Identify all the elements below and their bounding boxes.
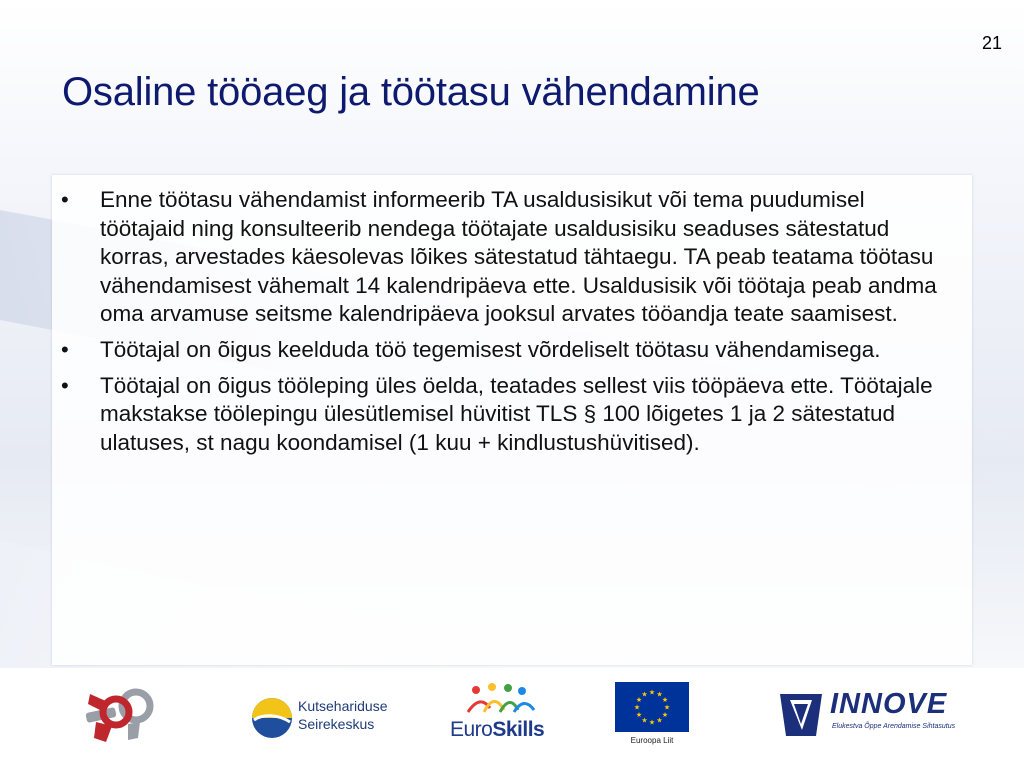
eu-star-icon: ★	[656, 691, 663, 699]
euroskills-prefix: Euro	[450, 718, 493, 741]
euroskills-suffix: Skills	[492, 718, 545, 741]
keyhole-logo-icon	[82, 682, 162, 746]
logo-strip	[0, 668, 1024, 768]
bullet-text: Enne töötasu vähendamist informeerib TA usaldusisikut või tema puudumisel töötajaid ning konsulteerib nendega töötajate usaldusisiku seaduses sätestatud korras, arvestades käesolevas lõikes sätestatud tähtaegu. TA peab teatama töötasu vähendamisest vähemalt 14 kalendripäeva ette. Usaldusisik või töötaja peab andma oma arvamuse seitsme kalendripäeva jooksul arvates tööandja teate saamisest.	[100, 187, 937, 327]
keyhole-logo	[82, 682, 162, 746]
bullet-item	[52, 186, 952, 329]
eu-star-icon: ★	[635, 712, 643, 719]
eu-star-icon: ★	[661, 697, 669, 704]
slide-title: Osaline tööaeg ja töötasu vähendamine	[62, 70, 760, 114]
eu-star-icon: ★	[661, 712, 669, 719]
seirekeskus-logo	[250, 694, 410, 740]
eu-caption: Euroopa Liit	[630, 736, 674, 745]
euroskills-logo	[448, 682, 552, 744]
eu-star-icon: ★	[641, 691, 648, 699]
bullet-icon: •	[61, 336, 69, 362]
eu-star-icon: ★	[656, 717, 663, 725]
bullet-icon: •	[61, 372, 69, 398]
eu-logo	[614, 682, 690, 754]
seirekeskus-line1: Kutsehariduse	[298, 698, 388, 714]
eu-star-icon: ★	[633, 704, 641, 712]
bullet-text: Töötajal on õigus keelduda töö tegemisest võrdeliselt töötasu vähendamisega.	[100, 336, 881, 362]
bullet-item	[52, 336, 952, 365]
eu-star-icon: ★	[648, 689, 656, 697]
page-number: 21	[981, 33, 1002, 53]
eu-flag-icon	[615, 682, 689, 732]
bullet-item	[52, 372, 952, 458]
bullet-icon: •	[61, 187, 69, 212]
eu-star-icon: ★	[635, 697, 643, 704]
seirekeskus-line2: Seirekeskus	[298, 716, 375, 732]
innove-shield-icon	[776, 690, 826, 740]
innove-logo	[776, 688, 976, 744]
innove-tagline: Elukestva Õppe Arendamise Sihtasutus	[832, 723, 956, 730]
bullet-list	[52, 186, 952, 464]
bullet-text: Töötajal on õigus tööleping üles öelda, teatades sellest viis tööpäeva ette. Töötajale makstakse töölepingu ülesütlemisel hüvitist TLS § 100 lõigetes 1 ja 2 sätestatud ulatuses, st nagu koondamisel (1 kuu + kindlustushüvitised).	[100, 372, 933, 455]
euroskills-figures-icon	[460, 682, 540, 718]
euroskills-wordmark	[450, 718, 544, 742]
eu-star-icon: ★	[663, 704, 671, 712]
eu-star-icon: ★	[641, 717, 648, 725]
seirekeskus-icon	[250, 696, 294, 740]
innove-name: INNOVE	[830, 688, 948, 720]
content-box	[52, 175, 972, 665]
eu-star-icon: ★	[648, 719, 656, 727]
